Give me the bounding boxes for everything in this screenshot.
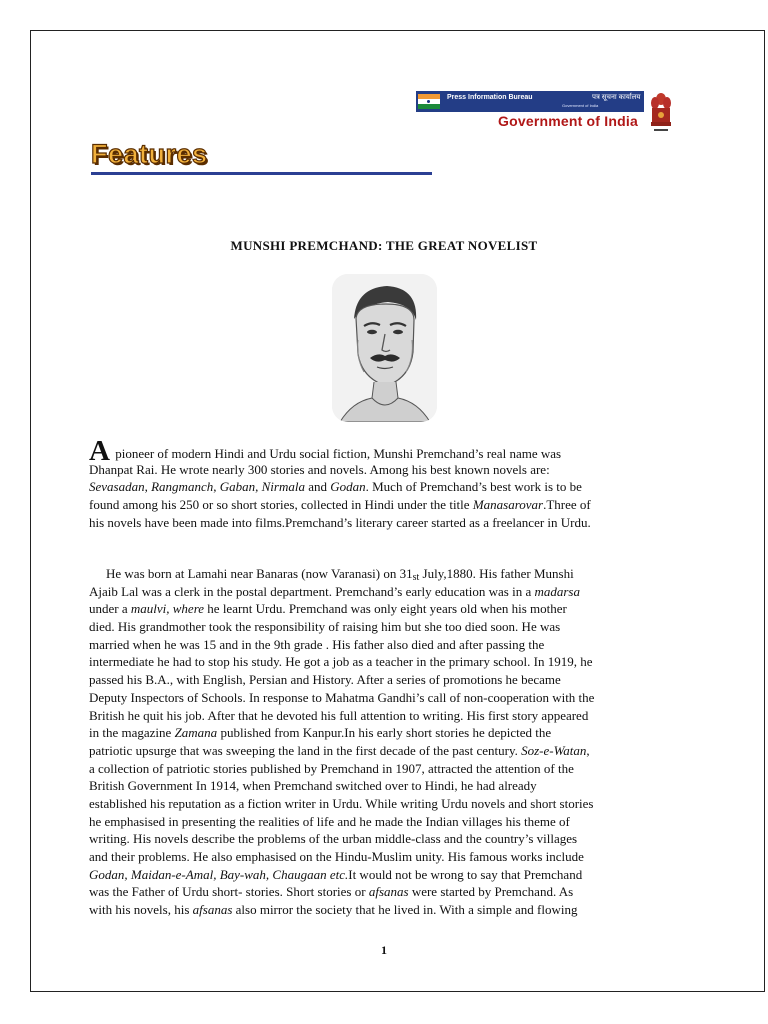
- text-line: with his novels, his afsanas also mirror the society that he lived in. With a simple and flowing: [89, 902, 578, 918]
- text-line: under a maulvi, where he learnt Urdu. Premchand was only eight years old when his mother: [89, 601, 567, 617]
- indian-flag-icon: [418, 94, 440, 109]
- text-line: Godan, Maidan-e-Amal, Bay-wah, Chaugaan etc.It would not be wrong to say that Premchand: [89, 866, 583, 882]
- text-line: Ajaib Lal was a clerk in the postal department. Premchand’s early education was in a madarsa: [89, 583, 580, 599]
- text-line: in the magazine Zamana published from Kanpur.In his early short stories he depicted the: [89, 725, 552, 741]
- page-number: 1: [381, 943, 387, 957]
- national-emblem-icon: [648, 91, 674, 137]
- text-line: established his reputation as a fiction writer in Urdu. While writing Urdu novels and short stories: [89, 795, 594, 811]
- text-line: intermediate he had to stop his study. He got a job as a teacher in the primary school. In 1919, he: [89, 654, 593, 670]
- premchand-portrait: [332, 274, 437, 422]
- text-line: was the Father of Urdu short- stories. Short stories or afsanas were started by Premchand. As: [89, 884, 574, 900]
- text-line: a collection of patriotic stories published by Premchand in 1907, attracted the attention of the: [89, 760, 574, 776]
- text-line: Sevasadan, Rangmanch, Gaban, Nirmala and Godan. Much of Premchand’s best work is to be: [89, 479, 582, 495]
- text-line: British he quit his job. After that he devoted his full attention to writing. His first story appeared: [89, 707, 589, 723]
- paragraph-intro: [89, 435, 679, 531]
- government-of-india-label: Government of India: [498, 113, 638, 129]
- text-line: He was born at Lamahi near Banaras (now Varanasi) on $31_{st}$ July,1880. His father Munshi: [106, 566, 574, 583]
- bureau-subtitle: Government of India: [562, 103, 599, 108]
- text-line: he emphasised in presenting the realities of life and he made the Indian villages his theme of: [89, 813, 570, 829]
- pib-banner: [416, 91, 676, 137]
- bureau-name: Press Information Bureau: [447, 94, 533, 101]
- bureau-hindi-name: पत्र सूचना कार्यालय: [592, 94, 641, 101]
- text-line: writing. His novels describe the problems of the urban middle-class and the country’s villages: [89, 831, 578, 847]
- text-line: British Government In 1914, when Premchand switched over to Hindi, he had already: [89, 778, 537, 794]
- text-line: his novels have been made into films.Premchand’s literary career started as a freelancer in Urdu.: [89, 514, 591, 530]
- text-line: died. His grandmother took the responsibility of raising him but she too died soon. He was: [89, 619, 561, 635]
- text-line: Dhanpat Rai. He wrote nearly 300 stories and novels. Among his best known novels are:: [89, 461, 550, 477]
- paragraph-biography: [89, 565, 679, 919]
- features-heading: Features: [91, 139, 208, 169]
- features-underline: [91, 172, 432, 175]
- text-line: married when he was 15 and in the 9th grade . His father also died and after passing the: [89, 636, 545, 652]
- article-title: MUNSHI PREMCHAND: THE GREAT NOVELIST: [230, 238, 538, 253]
- drop-cap: A: [89, 435, 110, 467]
- text-line: and their problems. He also emphasised on the Hindu-Muslim unity. His famous works include: [89, 849, 584, 864]
- text-line: patriotic upsurge that was sweeping the land in the first decade of the past century. Soz-e-Watan,: [89, 742, 590, 758]
- text-line: passed his B.A., with English, Persian and History. After a series of promotions he became: [89, 672, 561, 688]
- text-line: pioneer of modern Hindi and Urdu social fiction, Munshi Premchand’s real name was: [111, 446, 562, 461]
- text-line: Deputy Inspectors of Schools. In response to Mahatma Gandhi’s call of non-cooperation with the: [89, 689, 595, 705]
- text-line: found among his 250 or so short stories, collected in Hindi under the title Manasarovar.Three of: [89, 497, 591, 513]
